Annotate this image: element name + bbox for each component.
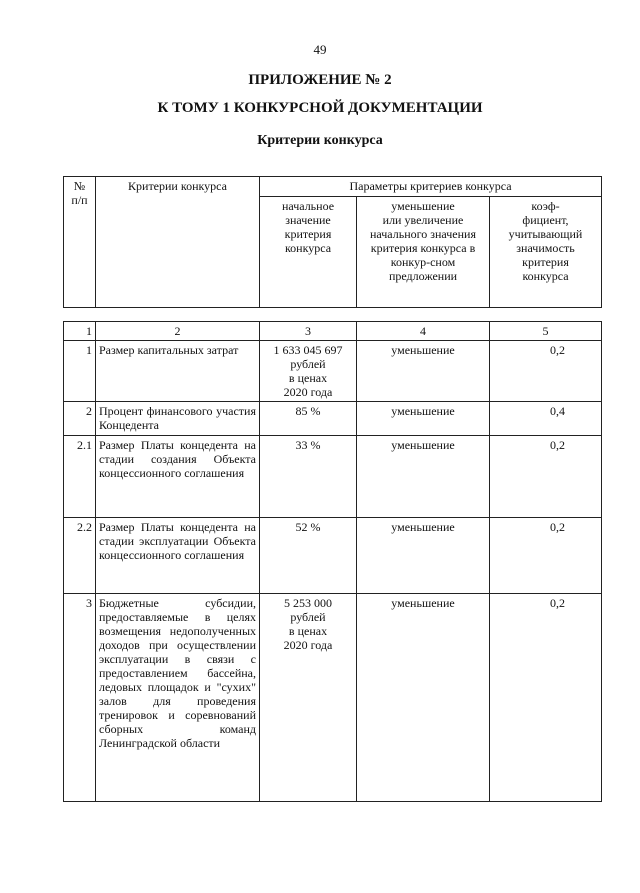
- row-num: 2.2: [64, 518, 96, 594]
- criteria-body-table: [63, 321, 602, 802]
- row-direction: уменьшение: [357, 402, 490, 436]
- header-criteria: Критерии конкурса: [96, 177, 260, 308]
- row-initial-value: 33 %: [260, 436, 357, 518]
- row-initial-value: 52 %: [260, 518, 357, 594]
- row-criteria: Размер Платы концедента на стадии создания Объекта концессионного соглашения: [96, 436, 260, 518]
- row-coefficient: 0,2: [490, 518, 602, 594]
- table-row: [64, 402, 602, 436]
- row-direction: уменьшение: [357, 518, 490, 594]
- header-initial-value: начальное значение критерия конкурса: [260, 196, 357, 307]
- page-number: 49: [313, 42, 327, 57]
- row-criteria: Размер капитальных затрат: [96, 341, 260, 402]
- row-coefficient: 0,4: [490, 402, 602, 436]
- row-coefficient: 0,2: [490, 436, 602, 518]
- header-coefficient: коэф- фициент, учитывающий значимость критерия конкурса: [490, 196, 602, 307]
- row-direction: уменьшение: [357, 341, 490, 402]
- row-num: 1: [64, 341, 96, 402]
- header-direction: уменьшение или увеличение начального значения критерия конкурса в конкур-сном предложении: [357, 196, 490, 307]
- row-num: 2.1: [64, 436, 96, 518]
- row-criteria: Бюджетные субсидии, предоставляемые в целях возмещения недополученных доходов при осуществлении эксплуатации в связи с предоставлением бассейна, ледовых площадок и "сухих" залов для проведения тренировок и соревнований сборных команд Ленинградской области: [96, 594, 260, 802]
- row-initial-value: 1 633 045 697 рублей в ценах 2020 года: [260, 341, 357, 402]
- row-coefficient: 0,2: [490, 341, 602, 402]
- criteria-header-table: [63, 176, 602, 308]
- row-num: 3: [64, 594, 96, 802]
- column-number: 5: [490, 322, 602, 341]
- row-criteria: Процент финансового участия Концедента: [96, 402, 260, 436]
- row-coefficient: 0,2: [490, 594, 602, 802]
- column-number: 2: [96, 322, 260, 341]
- column-number-row: [64, 322, 602, 341]
- row-initial-value: 5 253 000 рублей в ценах 2020 года: [260, 594, 357, 802]
- volume-title: К ТОМУ 1 КОНКУРСНОЙ ДОКУМЕНТАЦИИ: [157, 100, 483, 116]
- row-direction: уменьшение: [357, 594, 490, 802]
- column-number: 1: [64, 322, 96, 341]
- criteria-title: Критерии конкурса: [257, 133, 383, 148]
- table-row: [64, 594, 602, 802]
- row-direction: уменьшение: [357, 436, 490, 518]
- row-criteria: Размер Платы концедента на стадии эксплуатации Объекта концессионного соглашения: [96, 518, 260, 594]
- appendix-title: ПРИЛОЖЕНИЕ № 2: [248, 72, 392, 88]
- column-number: 3: [260, 322, 357, 341]
- row-num: 2: [64, 402, 96, 436]
- header-num: № п/п: [64, 177, 96, 308]
- header-params: Параметры критериев конкурса: [260, 177, 602, 197]
- table-row: [64, 341, 602, 402]
- table-row: [64, 518, 602, 594]
- row-initial-value: 85 %: [260, 402, 357, 436]
- column-number: 4: [357, 322, 490, 341]
- table-row: [64, 436, 602, 518]
